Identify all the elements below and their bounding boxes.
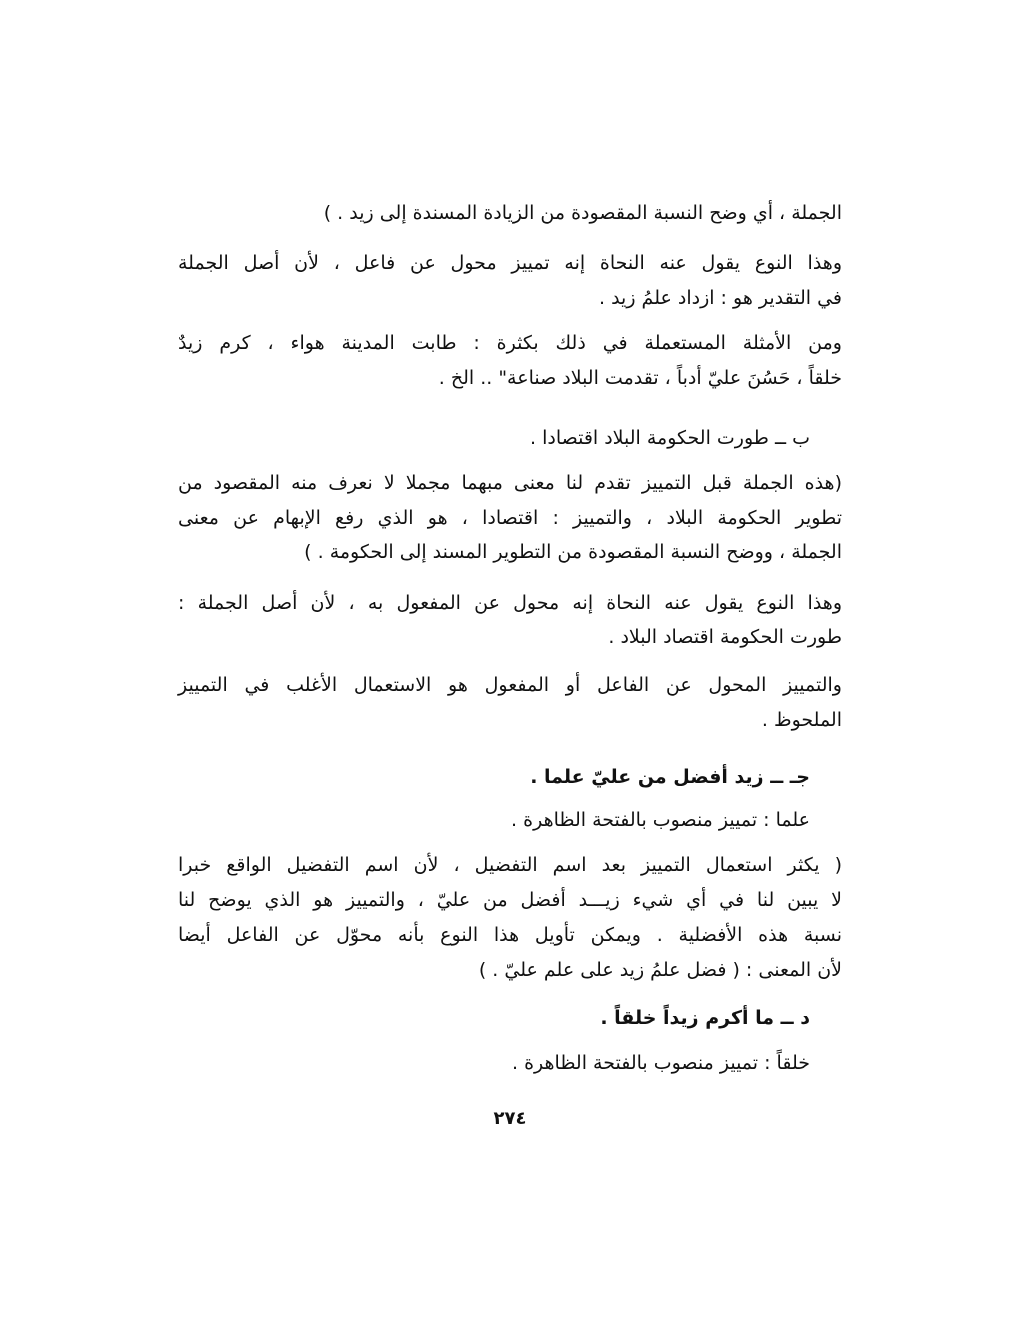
example-heading: جـ ــ زيد أفضل من عليّ علما . [530, 766, 810, 788]
text-line: ومن الأمثلة المستعملة في ذلك بكثرة : طابت المدينة هواء ، كرم زيدٌ [178, 332, 842, 354]
text-line: الملحوظ . [761, 709, 842, 731]
text-line: تطوير الحكومة البلاد ، والتمييز : اقتصادا ، هو الذي رفع الإبهام عن معنى [178, 507, 842, 529]
text-line: وهذا النوع يقول عنه النحاة إنه محول عن المفعول به ، لأن أصل الجملة : [178, 592, 842, 614]
text-line: في التقدير هو : ازداد علمُ زيد . [599, 287, 842, 309]
text-line: طورت الحكومة اقتصاد البلاد . [608, 626, 842, 648]
text-line: علما : تمييز منصوب بالفتحة الظاهرة . [511, 809, 810, 831]
text-line: الجملة ، ووضح النسبة المقصودة من التطوير المسند إلى الحكومة . ) [304, 541, 842, 563]
text-line: وهذا النوع يقول عنه النحاة إنه تمييز محول عن فاعل ، لأن أصل الجملة [178, 252, 842, 274]
text-line: خلقاً : تمييز منصوب بالفتحة الظاهرة . [512, 1052, 810, 1074]
example-heading: د ــ ما أكرم زيداً خلقاً . [600, 1007, 810, 1029]
text-line: خلقاً ، حَسُنَ عليّ أدباً ، تقدمت البلاد صناعة" .. الخ . [438, 367, 842, 389]
text-line: لأن المعنى : ( فضل علمُ زيد على علم عليّ . ) [478, 959, 842, 981]
text-line: ( يكثر استعمال التمييز بعد اسم التفضيل ، لأن اسم التفضيل الواقع خبرا [178, 854, 842, 876]
page-number: ٢٧٤ [493, 1108, 527, 1129]
text-line: نسبة هذه الأفضلية . ويمكن تأويل هذا النوع بأنه محوّل عن الفاعل أيضا [178, 924, 842, 946]
text-line: (هذه الجملة قبل التمييز تقدم لنا معنى مبهما مجملا لا نعرف منه المقصود من [178, 472, 842, 494]
example-heading: ب ــ طورت الحكومة البلاد اقتصادا . [530, 427, 810, 449]
text-line: لا يبين لنا في أي شيء زيـــد أفضل من عليّ ، والتمييز هو الذي يوضح لنا [178, 889, 842, 911]
text-line: والتمييز المحول عن الفاعل أو المفعول هو الاستعمال الأغلب في التمييز [178, 674, 842, 696]
text-line: الجملة ، أي وضح النسبة المقصودة من الزيادة المسندة إلى زيد . ) [323, 202, 842, 224]
